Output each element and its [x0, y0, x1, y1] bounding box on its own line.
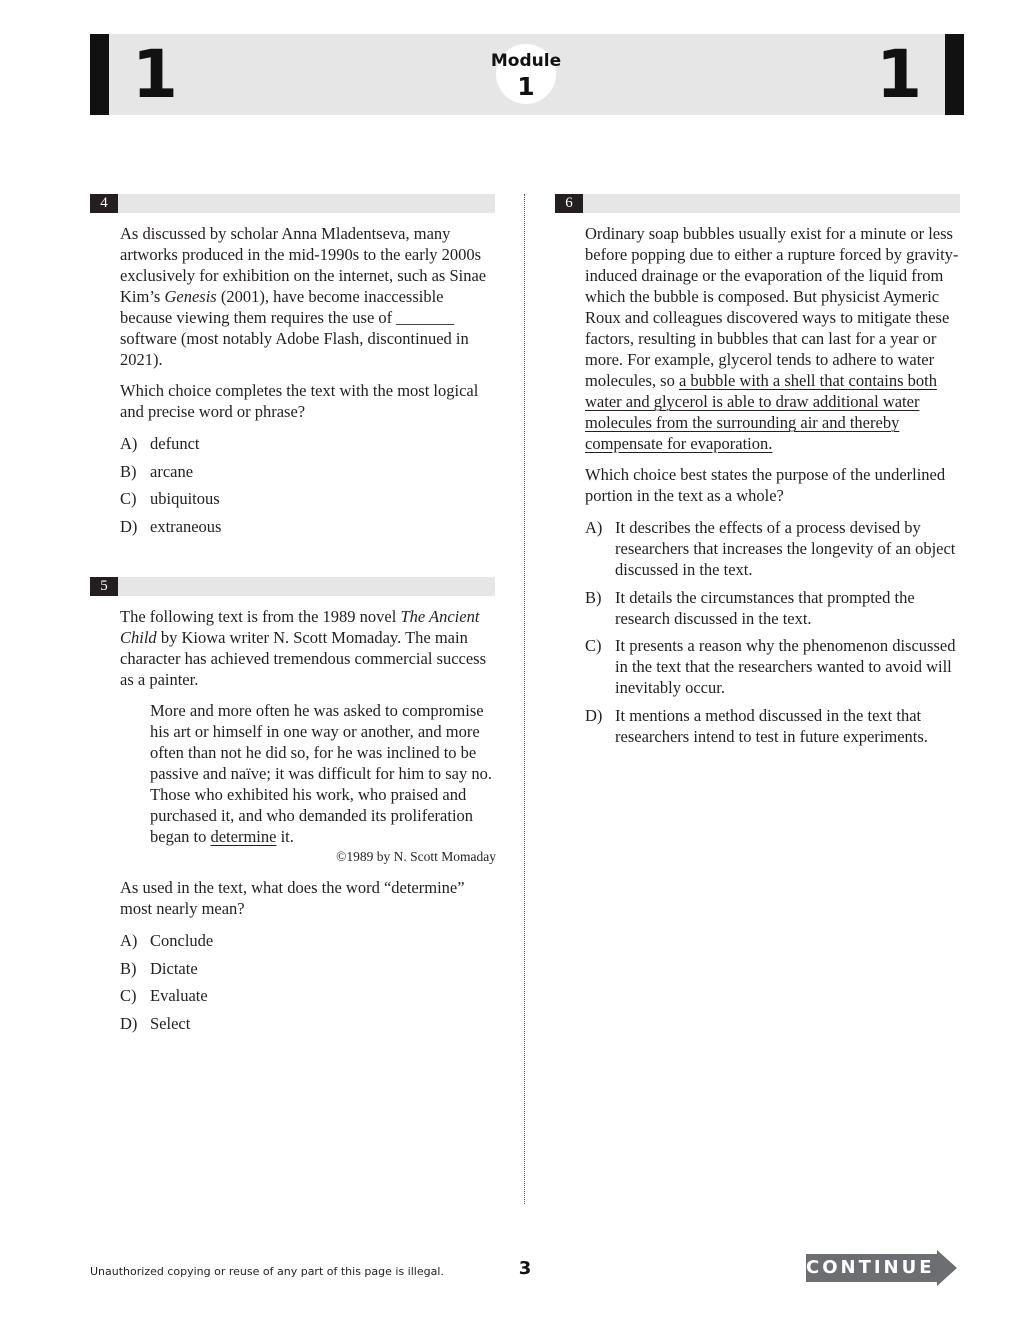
question-number: 6 [555, 194, 583, 213]
choice-a[interactable]: A) defunct [120, 434, 200, 453]
question-6-passage: Ordinary soap bubbles usually exist for a minute or less before popping due to either a rupture forced by gravity-induced drainage or the evaporation of the liquid from which the bubble is composed. But physicist Aymeric Roux and colleagues discovered ways to mitigate these factors, resulting in bubbles that can last for a year or more. For example, glycerol tends to adhere to water molecules, so a bubble with a shell that contains both water and glycerol is able to draw additional water molecules from the surrounding air and thereby compensate for evaporation. [585, 224, 959, 453]
underlined-word: determine [210, 827, 277, 846]
question-5-choices [120, 930, 496, 1034]
section-number-right: 1 [876, 36, 922, 113]
novel-title: The Ancient Child [120, 607, 480, 647]
quote-credit: ©1989 by N. Scott Momaday [336, 849, 496, 864]
header-right-bar [945, 34, 964, 115]
question-6-prompt: Which choice best states the purpose of the underlined portion in the text as a whole? [585, 465, 946, 505]
question-4-choices [120, 433, 496, 537]
choice-b[interactable]: B) Dictate [120, 958, 198, 978]
choice-d[interactable]: D) extraneous [120, 516, 222, 536]
question-6-bar [555, 194, 960, 213]
question-5-prompt: As used in the text, what does the word “determine” most nearly mean? [120, 878, 465, 918]
work-title: Genesis [164, 287, 217, 306]
module-number: 1 [517, 72, 535, 101]
header-left-bar [90, 34, 109, 115]
choice-d[interactable]: D) It mentions a method discussed in the text that researchers intend to test in future experiments. [585, 705, 928, 746]
choice-a[interactable]: A) Conclude [120, 931, 214, 950]
continue-label: CONTINUE [806, 1257, 935, 1278]
choice-b[interactable]: B) It details the circumstances that prompted the research discussed in the text. [585, 587, 915, 628]
choice-a[interactable]: A) It describes the effects of a process devised by researchers that increases the longevity of an object discussed in the text. [585, 518, 956, 579]
module-label: Module [490, 51, 562, 71]
section-number-left: 1 [132, 36, 178, 113]
question-number: 5 [90, 577, 118, 596]
question-5-intro: The following text is from the 1989 novel The Ancient Child by Kiowa writer N. Scott Momaday. The main character has achieved tremendous commercial success as a painter. [120, 607, 487, 689]
choice-c[interactable]: C) Evaluate [120, 986, 208, 1005]
question-5-bar [90, 577, 495, 596]
underlined-portion: a bubble with a shell that contains both water and glycerol is able to draw additional water molecules from the surrounding air and thereby compensate for evaporation. [585, 371, 937, 453]
column-divider [524, 194, 525, 1204]
question-5 [120, 606, 496, 1040]
choice-c[interactable]: C) ubiquitous [120, 489, 220, 508]
continue-button[interactable] [806, 1250, 957, 1286]
question-6 [585, 223, 963, 753]
choice-b[interactable]: B) arcane [120, 461, 194, 481]
choice-d[interactable]: D) Select [120, 1013, 191, 1033]
question-6-choices [585, 517, 963, 747]
question-number: 4 [90, 194, 118, 213]
module-header [90, 34, 964, 115]
question-5-quote: More and more often he was asked to compromise his art or himself in one way or another, and more often than not he did so, for he was inclined to be passive and naïve; it was difficult for him to say no. Those who exhibited his work, who praised and purchased it, and who demanded its proliferation began to determine it. [150, 701, 493, 846]
question-4-bar [90, 194, 495, 213]
question-4 [120, 223, 496, 543]
page-number: 3 [518, 1258, 532, 1279]
choice-c[interactable]: C) It presents a reason why the phenomenon discussed in the text that the researchers wanted to avoid will inevitably occur. [585, 636, 956, 697]
copyright-notice: Unauthorized copying or reuse of any part of this page is illegal. [90, 1265, 444, 1278]
question-4-prompt: Which choice completes the text with the most logical and precise word or phrase? [120, 381, 479, 421]
question-4-passage: As discussed by scholar Anna Mladentseva, many artworks produced in the mid-1990s to the early 2000s exclusively for exhibition on the internet, such as Sinae Kim’s Genesis (2001), have become inaccessible because viewing them requires the use of _______ software (most notably Adobe Flash, discontinued in 2021). [120, 224, 487, 369]
